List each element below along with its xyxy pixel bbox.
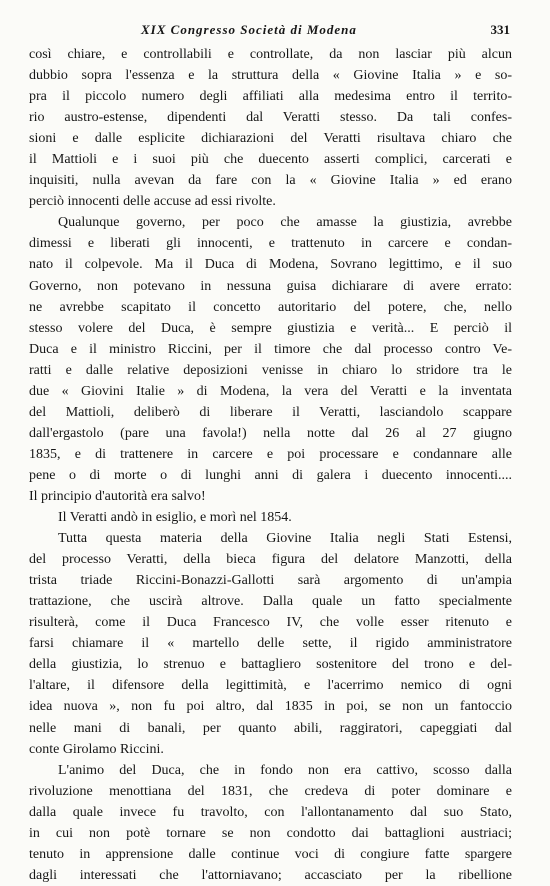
- running-header: [29, 0, 512, 44]
- text-line: ne avrebbe scapitato il concetto autoritario del potere, che, nello: [29, 299, 512, 315]
- text-line: 1835, e di trattenere in carcere e poi processare e condannare alle: [29, 446, 512, 462]
- text-line: risulterà, come il Duca Francesco IV, che volle esser ritenuto e: [29, 615, 512, 631]
- text-line: conte Girolamo Riccini.: [29, 741, 164, 757]
- text-line: pra il piccolo numero degli affiliati alla medesima entro il territo-: [29, 89, 512, 105]
- page-number: 331: [490, 22, 510, 37]
- text-line: Il Veratti andò in esiglio, e morì nel 1854.: [58, 510, 292, 526]
- text-line: del Mattioli, deliberò di liberare il Veratti, lasciandolo scappare: [29, 404, 512, 420]
- text-line: perciò innocenti delle accuse ad essi rivolte.: [29, 194, 276, 210]
- text-line: l'altare, il difensore della legittimità, e l'acerrimo nemico di ogni: [29, 678, 512, 694]
- text-line: inquisiti, nulla avevan da fare con la « Giovine Italia » ed erano: [29, 173, 512, 189]
- text-line: L'animo del Duca, che in fondo non era cattivo, scosso dalla: [58, 762, 512, 778]
- text-line: sioni e dalle esplicite dichiarazioni del Veratti risultava chiaro che: [29, 131, 512, 147]
- text-line: trattazione, che uscirà altrove. Dalla quale un fatto specialmente: [29, 594, 512, 610]
- running-title: XIX Congresso Società di Modena: [141, 22, 357, 37]
- text-line: dubbio sopra l'essenza e la struttura della « Giovine Italia » e so-: [29, 68, 512, 84]
- text-line: dagli interessati che l'attorniavano; accasciato per la ribellione: [29, 867, 512, 883]
- text-line: rio austro-estense, dipendenti dal Veratti stesso. Da tali confes-: [29, 110, 512, 126]
- text-line: della giustizia, lo strenuo e battagliero sostenitore del trono e del-: [29, 657, 512, 673]
- text-line: stesso volere del Duca, è sempre giustizia e verità... E perciò il: [29, 320, 512, 336]
- text-line: Qualunque governo, per poco che amasse la giustizia, avrebbe: [58, 215, 512, 231]
- text-line: nelle mani di banali, per quanto abili, raggiratori, capeggiati dal: [29, 720, 512, 736]
- text-line: rivoluzione menottiana del 1831, che credeva di poter dominare e: [29, 783, 512, 799]
- text-line: Governo, non potevano in nessuna guisa dichiarare di avere errato:: [29, 278, 512, 294]
- text-line: così chiare, e controllabili e controllate, da non lasciar più alcun: [29, 47, 512, 62]
- text-line: tenuto in apprensione dalle continue voci di congiure fatte spargere: [29, 846, 512, 862]
- text-line: ratti e dalle relative deposizioni venisse in chiaro lo stridore tra le: [29, 362, 512, 378]
- text-line: in cui non potè tornare se non condotto dai battaglioni austriaci;: [29, 825, 512, 841]
- body-text: [29, 44, 512, 886]
- text-line: dalla quale invece fu travolto, con l'allontanamento dal suo Stato,: [29, 804, 512, 820]
- text-line: del processo Veratti, della bieca figura del delatore Manzotti, della: [29, 552, 512, 568]
- text-line: pene o di morte o di lunghi anni di galera i duecento innocenti....: [29, 467, 512, 483]
- text-line: Tutta questa materia della Giovine Italia negli Stati Estensi,: [58, 531, 512, 547]
- text-line: trista triade Riccini-Bonazzi-Gallotti sarà argomento di un'ampia: [29, 573, 512, 589]
- text-line: Il principio d'autorità era salvo!: [29, 488, 206, 504]
- text-line: due « Giovini Italie » di Modena, la vera del Veratti e la inventata: [29, 383, 512, 399]
- text-line: farsi chiamare il « martello delle sette, il rigido amministratore: [29, 636, 512, 652]
- text-line: il Mattioli e i suoi più che duecento asserti complici, carcerati e: [29, 152, 512, 168]
- text-line: idea nuova », non fu poi altro, dal 1835 in poi, se non un fantoccio: [29, 699, 512, 715]
- text-line: nato il colpevole. Ma il Duca di Modena, Sovrano legittimo, e il suo: [29, 257, 512, 273]
- text-line: dall'ergastolo (pare una favola!) nella notte dal 26 al 27 giugno: [29, 425, 512, 441]
- text-line: Duca e il ministro Riccini, per il timore che dal processo contro Ve-: [29, 341, 512, 357]
- text-line: dimessi e liberati gli innocenti, e trattenuto in carcere e condan-: [29, 236, 512, 252]
